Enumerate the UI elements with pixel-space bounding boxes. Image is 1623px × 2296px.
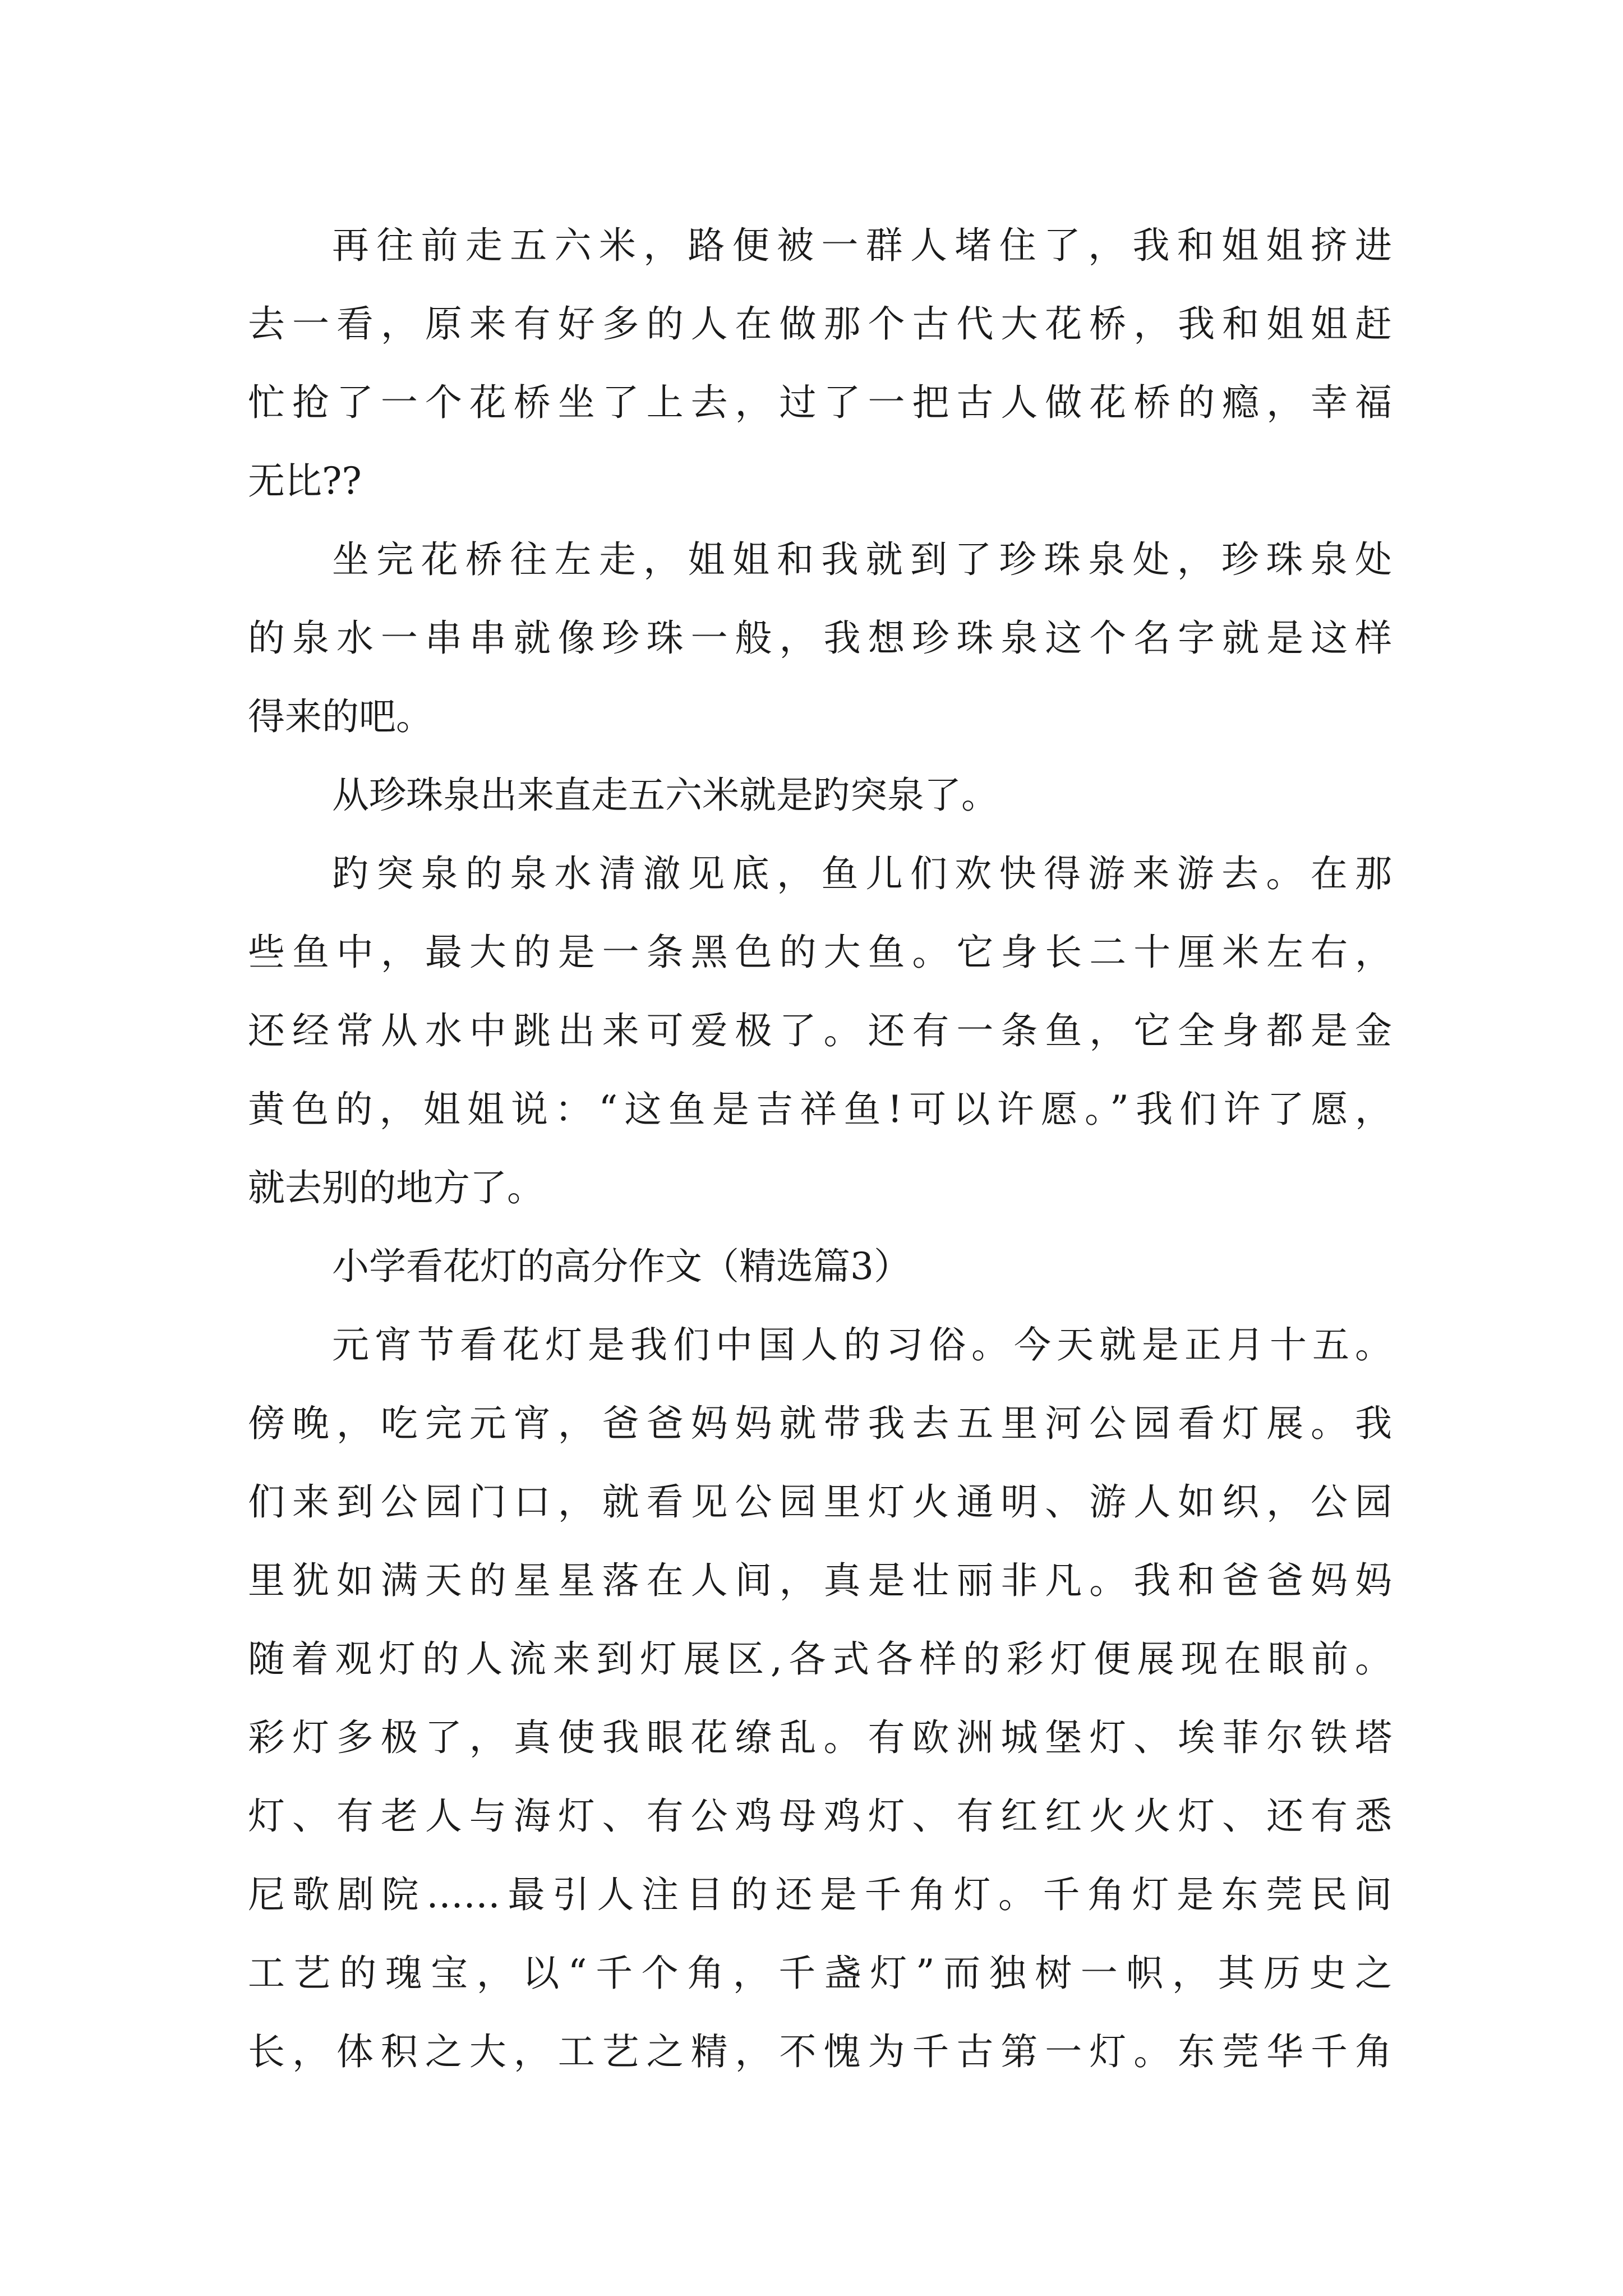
text-line: 彩灯多极了，真使我眼花缭乱。有欧洲城堡灯、埃菲尔铁塔 xyxy=(248,1716,1392,1759)
text-line: 坐完花桥往左走，姐姐和我就到了珍珠泉处，珍珠泉处 xyxy=(332,538,1392,581)
text-line: 忙抢了一个花桥坐了上去，过了一把古人做花桥的瘾，幸福 xyxy=(248,381,1392,424)
text-line: 得来的吧。 xyxy=(248,695,433,738)
text-line: 们来到公园门口，就看见公园里灯火通明、游人如织，公园 xyxy=(248,1480,1392,1524)
text-line: 去一看，原来有好多的人在做那个古代大花桥，我和姐姐赶 xyxy=(248,302,1392,346)
text-line: 些鱼中，最大的是一条黑色的大鱼。它身长二十厘米左右， xyxy=(248,931,1392,974)
text-line: 就去别的地方了。 xyxy=(248,1166,544,1209)
text-line: 尼歌剧院……最引人注目的还是千角灯。千角灯是东莞民间 xyxy=(248,1873,1392,1916)
text-line: 元宵节看花灯是我们中国人的习俗。今天就是正月十五。 xyxy=(332,1323,1392,1366)
text-line: 从珍珠泉出来直走五六米就是趵突泉了。 xyxy=(332,774,998,817)
text-line: 还经常从水中跳出来可爱极了。还有一条鱼，它全身都是金 xyxy=(248,1009,1392,1052)
text-line: 的泉水一串串就像珍珠一般，我想珍珠泉这个名字就是这样 xyxy=(248,616,1392,660)
text-line: 再往前走五六米，路便被一群人堵住了，我和姐姐挤进 xyxy=(332,224,1392,267)
section-heading: 小学看花灯的高分作文（精选篇3） xyxy=(332,1245,911,1288)
text-line: 傍晚，吃完元宵，爸爸妈妈就带我去五里河公园看灯展。我 xyxy=(248,1402,1392,1445)
text-line: 趵突泉的泉水清澈见底，鱼儿们欢快得游来游去。在那 xyxy=(332,852,1392,895)
text-line: 工艺的瑰宝，以“千个角，千盏灯”而独树一帜，其历史之 xyxy=(248,1952,1392,1995)
text-line: 长，体积之大，工艺之精，不愧为千古第一灯。东莞华千角 xyxy=(248,2030,1392,2073)
text-line: 黄色的，姐姐说：“这鱼是吉祥鱼!可以许愿。”我们许了愿， xyxy=(248,1088,1392,1131)
text-line: 无比?? xyxy=(248,459,362,503)
text-line: 随着观灯的人流来到灯展区,各式各样的彩灯便展现在眼前。 xyxy=(248,1637,1392,1681)
text-line: 灯、有老人与海灯、有公鸡母鸡灯、有红红火火灯、还有悉 xyxy=(248,1795,1392,1838)
text-line: 里犹如满天的星星落在人间，真是壮丽非凡。我和爸爸妈妈 xyxy=(248,1559,1392,1602)
